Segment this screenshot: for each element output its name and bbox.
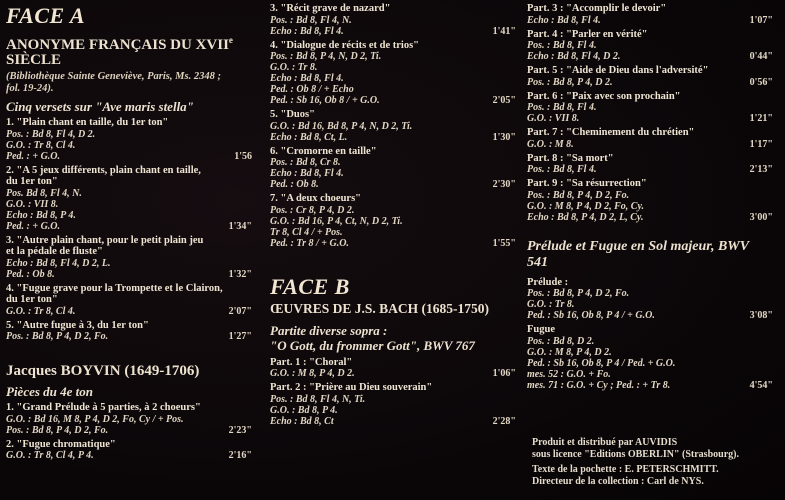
track-duration: 3'08" (749, 310, 773, 321)
registration-line (270, 216, 516, 227)
face-b-title: FACE B (270, 273, 350, 299)
registration-line (270, 132, 516, 143)
registration-text: G.O. : Tr 8, Cl 4, P 4. (6, 450, 94, 461)
track-item (270, 146, 516, 191)
column-middle (270, 0, 516, 427)
track-item (527, 277, 773, 322)
track-list-partite-2 (527, 3, 773, 223)
registration-text: Ped. : Ob 8. (270, 179, 319, 190)
registration-text: Echo : Bd 8, Fl 4. (527, 14, 601, 26)
registration-line (527, 164, 773, 175)
registration-text: G.O. : VII 8. (527, 113, 580, 124)
registration-line (527, 51, 773, 62)
work-title-partite-line1: Partite diverse sopra : (270, 322, 388, 338)
registration-text: mes. 71 : G.O. + Cy ; Ped. : + Tr 8. (527, 379, 671, 391)
track-item (527, 65, 773, 88)
track-item (270, 193, 516, 249)
registration-line (6, 140, 252, 151)
track-item (527, 178, 773, 223)
track-item (270, 357, 516, 380)
registration-text: Pos. : Bd 8, P 4, D 2, Fo. (527, 288, 630, 299)
track-title: 4. "Dialogue de récits et de trios" (270, 39, 419, 51)
registration-line (527, 15, 773, 26)
registration-text: Ped. : Tr 8 / + G.O. (270, 237, 349, 249)
registration-text: G.O. : M 8, P 4, D 2. (270, 368, 355, 379)
registration-text: G.O. : Bd 16, P 4, Ct, N, D 2, Ti. (270, 215, 403, 227)
track-item (527, 127, 773, 150)
composer-anonymous (6, 33, 252, 68)
registration-line (527, 347, 773, 358)
track-title: 4. "Fugue grave pour la Trompette et le Clairon, (6, 282, 223, 294)
registration-text: Pos. : Bd 8, P 4, N, D 2, Ti. (270, 51, 382, 62)
registration-line (270, 227, 516, 238)
track-title: et la pédale de fluste" (6, 246, 103, 257)
registration-line (527, 358, 773, 369)
track-item (6, 320, 252, 343)
registration-text: Echo : Bd 8, Ct, L. (270, 131, 348, 143)
registration-text: G.O. : Tr 8, Cl 4. (6, 305, 76, 317)
track-title: 6. "Cromorne en taille" (270, 145, 377, 157)
registration-text: G.O. : Bd 8, P 4. (270, 404, 338, 416)
credits-line: Texte de la pochette : E. PETERSCHMITT. (532, 464, 719, 475)
track-duration: 1'32" (228, 268, 252, 280)
registration-line (527, 380, 773, 391)
registration-line (270, 179, 516, 190)
registration-line (527, 139, 773, 150)
registration-line (270, 51, 516, 62)
composer-bach: ŒUVRES DE J.S. BACH (1685-1750) (270, 300, 490, 316)
registration-text: Echo : Bd 8, P 4. (6, 209, 76, 221)
registration-line (270, 416, 516, 427)
registration-text: Echo : Bd 8, P 4, D 2, L, Cy. (527, 211, 644, 223)
registration-line (270, 62, 516, 73)
manuscript-source (6, 71, 252, 95)
track-title: Part. 9 : "Sa résurrection" (527, 178, 647, 189)
registration-line (527, 336, 773, 347)
column-left (6, 0, 252, 461)
registration-line (6, 331, 252, 342)
work-title-pieces-4e-ton: Pièces du 4e ton (6, 384, 94, 399)
registration-line (527, 201, 773, 212)
credits-line: Directeur de la collection : Carl de NYS. (532, 475, 704, 487)
registration-line (270, 238, 516, 249)
registration-line (270, 405, 516, 416)
credits-block (532, 437, 778, 487)
registration-text: G.O. : Tr 8. (527, 299, 575, 310)
track-item (6, 439, 252, 462)
registration-text: G.O. : Bd 16, M 8, P 4, D 2, Fo, Cy / + Pos. (6, 413, 184, 425)
registration-line (270, 168, 516, 179)
registration-text: Ped. : Sb 16, Ob 8, P 4 / + G.O. (527, 310, 655, 321)
track-duration: 1'55" (492, 237, 516, 249)
track-title: Part. 3 : "Accomplir le devoir" (527, 3, 667, 14)
manuscript-source-line1: (Bibliothèque Sainte Geneviève, Paris, Ms. 2348 ; (6, 71, 221, 82)
work-title-partite-line2: "O Gott, du frommer Gott", BWV 767 (270, 337, 475, 353)
track-item (6, 165, 252, 232)
registration-text: Echo : Bd 8, Fl 4, D 2, L. (6, 257, 111, 269)
track-duration: 3'00" (749, 211, 773, 223)
track-duration: 1'21" (749, 113, 773, 124)
registration-text: G.O. : VII 8. (6, 198, 59, 210)
registration-text: Pos. Bd 8, Fl 4, N. (6, 187, 82, 199)
registration-text: Echo : Bd 8, Fl 4. (270, 25, 344, 37)
track-list-boyvin-continued (270, 3, 516, 249)
registration-text: Echo : Bd 8, Fl 4. (270, 168, 344, 179)
track-item (527, 29, 773, 63)
registration-line (270, 26, 516, 37)
track-item (527, 324, 773, 391)
track-item (6, 235, 252, 280)
registration-text: G.O. : Tr 8. (270, 62, 318, 73)
registration-line (6, 306, 252, 317)
track-item (270, 109, 516, 143)
track-item (527, 153, 773, 176)
track-duration: 2'07" (228, 305, 252, 317)
track-title: Part. 4 : "Parler en vérité" (527, 28, 648, 40)
composer-anonymous-line1: ANONYME FRANÇAIS DU XVII (6, 37, 229, 53)
track-duration: 0'44" (749, 51, 773, 62)
manuscript-source-line2: fol. 19-24). (6, 83, 54, 94)
registration-line (270, 84, 516, 95)
registration-text: Pos. : Bd 8, P 4, D 2, Fo. (527, 189, 630, 201)
registration-line (527, 40, 773, 51)
track-duration: 1'07" (749, 14, 773, 26)
track-title: du 1er ton" (6, 176, 58, 187)
registration-text: Pos. : Bd 8, P 4, D 2, Fo. (6, 424, 109, 436)
track-duration: 2'28" (492, 415, 516, 427)
registration-text: G.O. : M 8, P 4, D 2, Fo, Cy. (527, 200, 645, 212)
track-duration: 2'05" (492, 95, 516, 106)
composer-anonymous-line2: SIÈCLE (6, 52, 62, 68)
registration-line (270, 394, 516, 405)
registration-text: Pos. : Bd 8, P 4, D 2. (527, 76, 613, 88)
registration-text: Ped. : Sb 16, Ob 8, P 4 / Ped. + G.O. (527, 357, 676, 369)
registration-line (6, 425, 252, 436)
registration-text: Pos. : Cr 8, P 4, D 2. (270, 204, 355, 216)
registration-line (270, 121, 516, 132)
registration-text: Pos. : Bd 8, Fl 4, D 2. (6, 128, 96, 140)
registration-line (527, 77, 773, 88)
track-item (527, 91, 773, 125)
credits-line: Produit et distribué par AUVIDIS (532, 437, 678, 448)
registration-line (6, 414, 252, 425)
registration-line (527, 190, 773, 201)
track-title: 2. "Fugue chromatique" (6, 438, 116, 450)
track-title: Part. 5 : "Aide de Dieu dans l'adversité" (527, 65, 709, 76)
registration-line (6, 221, 252, 232)
registration-text: G.O. : M 8, P 4, D 2. (527, 346, 612, 358)
registration-text: mes. 52 : G.O. + Fo. (527, 368, 611, 380)
registration-line (527, 299, 773, 310)
registration-text: Pos. : Bd 8, Fl 4, N, Ti. (270, 393, 366, 405)
registration-text: Ped. : + G.O. (6, 150, 61, 162)
registration-line (6, 210, 252, 221)
track-title: Fugue (527, 324, 556, 335)
registration-line (6, 199, 252, 210)
work-title-ave-maris-stella: Cinq versets sur "Ave maris stella" (6, 99, 194, 114)
registration-text: Echo : Bd 8, Fl 4. (270, 73, 344, 84)
registration-text: Pos. : Bd 8, P 4, D 2, Fo. (6, 331, 109, 342)
track-title: 1. "Grand Prélude à 5 parties, à 2 choeurs" (6, 402, 201, 413)
registration-text: Ped. : Ob 8 / + Echo (270, 84, 354, 95)
registration-text: Ped. : Ob 8. (6, 268, 55, 280)
work-title-prelude-fugue: Prélude et Fugue en Sol majeur, BWV 541 (527, 238, 749, 270)
track-list-partite-1 (270, 357, 516, 427)
track-duration: 1'27" (228, 331, 252, 342)
registration-line (6, 151, 252, 162)
registration-line (270, 368, 516, 379)
track-duration: 4'54" (749, 379, 773, 391)
track-title: 7. "A deux choeurs" (270, 193, 361, 204)
registration-line (6, 188, 252, 199)
track-duration: 1'56 (234, 150, 252, 162)
registration-text: Echo : Bd 8, Fl 4, D 2. (527, 51, 621, 62)
registration-line (527, 310, 773, 321)
track-item (527, 3, 773, 26)
registration-line (270, 157, 516, 168)
registration-text: Pos. : Bd 8, Fl 4. (527, 40, 597, 51)
track-duration: 1'34" (228, 220, 252, 232)
track-title: 2. "A 5 jeux différents, plain chant en taille, (6, 164, 201, 176)
track-duration: 1'41" (492, 25, 516, 37)
track-duration: 1'17" (749, 138, 773, 150)
track-title: Part. 1 : "Choral" (270, 356, 353, 368)
registration-text: Pos. : Bd 8, Cr 8. (270, 157, 341, 168)
track-title: 3. "Autre plain chant, pour le petit plain jeu (6, 234, 204, 246)
track-duration: 0'56" (749, 76, 773, 88)
registration-text: Ped. : Sb 16, Ob 8 / + G.O. (270, 95, 380, 106)
registration-line (6, 450, 252, 461)
track-duration: 1'06" (492, 368, 516, 379)
registration-line (527, 113, 773, 124)
registration-line (270, 205, 516, 216)
track-item (270, 40, 516, 107)
registration-text: Echo : Bd 8, Ct (270, 415, 334, 427)
track-title: 3. "Récit grave de nazard" (270, 3, 391, 14)
track-title: Part. 2 : "Prière au Dieu souverain" (270, 382, 433, 393)
registration-line (6, 258, 252, 269)
registration-line (6, 129, 252, 140)
track-title: du 1er ton" (6, 294, 58, 305)
registration-text: G.O. : Bd 16, Bd 8, P 4, N, D 2, Ti. (270, 120, 413, 132)
registration-line (527, 369, 773, 380)
registration-line (6, 269, 252, 280)
registration-text: Pos. : Bd 8, Fl 4. (527, 102, 597, 113)
track-title: 5. "Autre fugue à 3, du 1er ton" (6, 319, 149, 331)
registration-line (270, 73, 516, 84)
registration-line (527, 102, 773, 113)
credits-line: sous licence "Editions OBERLIN" (Strasbourg). (532, 448, 739, 460)
track-item (270, 3, 516, 37)
track-title: Part. 6 : "Paix avec son prochain" (527, 90, 681, 102)
track-item (6, 283, 252, 317)
track-item (6, 117, 252, 162)
track-title: Part. 7 : "Cheminement du chrétien" (527, 127, 695, 138)
track-title: Part. 8 : "Sa mort" (527, 152, 614, 164)
track-title: 5. "Duos" (270, 109, 315, 120)
registration-text: Pos. : Bd 8, Fl 4, N. (270, 14, 352, 26)
column-right (527, 0, 773, 391)
track-duration: 2'16" (228, 450, 252, 461)
track-list-prelude-fugue (527, 277, 773, 391)
track-duration: 1'30" (492, 131, 516, 143)
composer-anonymous-sup: e (228, 35, 233, 45)
track-list-boyvin (6, 402, 252, 461)
face-a-title: FACE A (6, 3, 86, 28)
track-duration: 2'13" (749, 164, 773, 175)
track-item (6, 402, 252, 436)
registration-line (270, 95, 516, 106)
registration-line (270, 15, 516, 26)
registration-text: G.O. : M 8. (527, 138, 574, 150)
registration-text: Ped. : + G.O. (6, 220, 61, 232)
registration-text: G.O. : Tr 8, Cl 4. (6, 139, 76, 151)
registration-text: Tr 8, Cl 4 / + Pos. (270, 226, 343, 238)
composer-boyvin: Jacques BOYVIN (1649-1706) (6, 363, 200, 379)
track-duration: 2'23" (228, 424, 252, 436)
registration-text: Pos. : Bd 8, D 2. (527, 335, 595, 347)
registration-text: Pos. : Bd 8, Fl 4. (527, 164, 597, 175)
track-list-ave-maris-stella (6, 117, 252, 342)
track-duration: 2'30" (492, 179, 516, 190)
registration-line (527, 212, 773, 223)
track-item (270, 382, 516, 427)
track-title: Prélude : (527, 276, 569, 288)
registration-line (527, 288, 773, 299)
track-title: 1. "Plain chant en taille, du 1er ton" (6, 117, 169, 128)
